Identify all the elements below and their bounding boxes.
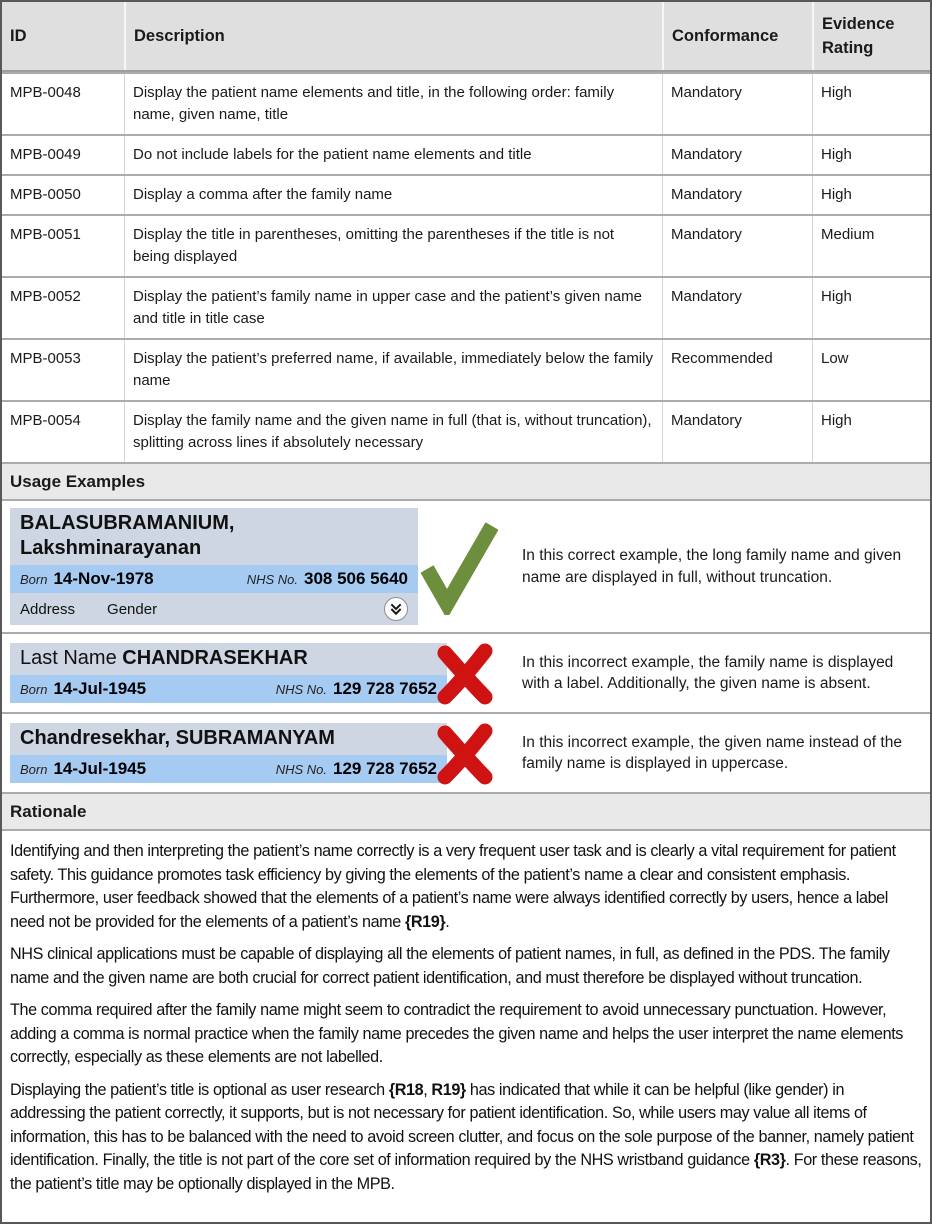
patient-name-area <box>10 723 447 755</box>
address-label: Address <box>20 600 76 618</box>
requirement-conformance: Recommended <box>662 340 812 400</box>
requirement-description: Do not include labels for the patient name elements and title <box>124 136 662 174</box>
table-row <box>2 338 930 400</box>
column-header-description: Description <box>124 2 662 70</box>
patient-family-name: BALASUBRAMANIUM, <box>20 512 235 534</box>
requirement-evidence: High <box>812 176 930 214</box>
requirement-id: MPB-0052 <box>10 288 81 305</box>
requirement-conformance: Mandatory <box>662 74 812 134</box>
born-value: 14-Jul-1945 <box>53 679 147 698</box>
patient-banner-example <box>10 643 447 703</box>
requirements-table <box>2 2 930 462</box>
section-header-rationale: Rationale <box>2 792 930 829</box>
patient-banner-example <box>10 508 418 625</box>
column-header-conformance: Conformance <box>662 2 812 70</box>
nhs-no-value: 129 728 7652 <box>333 759 437 778</box>
column-header-evidence-rating: Evidence Rating <box>812 2 930 70</box>
requirement-id: MPB-0049 <box>10 146 81 163</box>
patient-name-text: Chandresekhar, SUBRAMANYAM <box>20 727 335 749</box>
section-header-usage-examples: Usage Examples <box>2 462 930 499</box>
requirement-id: MPB-0050 <box>10 186 81 203</box>
requirement-description: Display the family name and the given name in full (that is, without truncation), splitting across lines if absolutely necessary <box>124 402 662 462</box>
requirement-conformance: Mandatory <box>662 136 812 174</box>
usage-example-incorrect-case <box>2 712 930 792</box>
requirement-evidence: High <box>812 278 930 338</box>
requirement-evidence: Low <box>812 340 930 400</box>
patient-banner-footer <box>10 593 418 625</box>
last-name-label: Last Name <box>20 647 123 669</box>
rationale-paragraph: Identifying and then interpreting the patient’s name correctly is a very frequent user task and is clearly a vital requirement for patient safety. This guidance promotes task efficiency by giving the elements of the patient’s name a clear and consistent emphasis. Furthermore, user feedback showed that the elements of a patient’s name were always identified correctly by users, hence a label need not be provided for the elements of a patient’s name {R19}. <box>10 842 896 931</box>
table-row <box>2 72 930 134</box>
rationale-paragraph: The comma required after the family name might seem to contradict the requirement to avoid unnecessary punctuation. However, adding a comma is normal practice when the family name precedes the given name and helps the user interpret the name elements correctly, especially as these elements are not labelled. <box>10 1001 903 1066</box>
gender-label: Gender <box>107 600 158 618</box>
example-caption: In this incorrect example, the given name instead of the family name is displayed in uppercase. <box>522 733 902 772</box>
expand-banner-button[interactable] <box>384 597 408 621</box>
requirement-evidence: High <box>812 402 930 462</box>
requirement-id: MPB-0051 <box>10 226 81 243</box>
rationale-paragraph: Displaying the patient’s title is optional as user research {R18, R19} has indicated that while it can be helpful (like gender) in addressing the patient correctly, it supports, but is not necessary for patient identification. So, while users may value all items of information, this has to be balanced with the need to avoid screen clutter, and focus on the sole purpose of the banner, namely patient identification. Finally, the title is not part of the core set of information required by the NHS wristband guidance {R3}. For these reasons, the patient’s title may be optionally displayed in the MPB. <box>10 1080 922 1193</box>
requirement-description: Display the patient name elements and title, in the following order: family name, given name, title <box>124 74 662 134</box>
nhs-no-label: NHS No. <box>275 762 327 777</box>
nhs-no-label: NHS No. <box>275 682 327 697</box>
correct-check-icon <box>420 519 498 615</box>
table-row <box>2 174 930 214</box>
table-row <box>2 276 930 338</box>
requirement-description: Display the patient’s preferred name, if available, immediately below the family name <box>124 340 662 400</box>
born-label: Born <box>20 762 48 777</box>
requirement-description: Display the patient’s family name in upper case and the patient’s given name and title in title case <box>124 278 662 338</box>
table-row <box>2 134 930 174</box>
requirement-evidence: Medium <box>812 216 930 276</box>
requirement-description: Display the title in parentheses, omitting the parentheses if the title is not being displayed <box>124 216 662 276</box>
requirement-evidence: High <box>812 136 930 174</box>
patient-banner-example <box>10 723 447 783</box>
patient-given-name: Lakshminarayanan <box>20 537 202 559</box>
rationale-paragraph: NHS clinical applications must be capable of displaying all the elements of patient names, in full, as defined in the PDS. The family name and the given name are both crucial for correct patient identification, and must therefore be displayed without truncation. <box>10 945 890 987</box>
requirement-id: MPB-0053 <box>10 350 81 367</box>
example-caption: In this incorrect example, the family name is displayed with a label. Additionally, the given name is absent. <box>522 653 894 692</box>
patient-details-row <box>10 755 447 783</box>
requirement-conformance: Mandatory <box>662 278 812 338</box>
born-value: 14-Nov-1978 <box>53 569 154 588</box>
nhs-no-value: 308 506 5640 <box>304 569 408 588</box>
nhs-no-value: 129 728 7652 <box>333 679 437 698</box>
requirement-id: MPB-0048 <box>10 84 81 101</box>
table-header-row <box>2 2 930 72</box>
requirement-description: Display a comma after the family name <box>124 176 662 214</box>
column-header-id: ID <box>10 27 27 45</box>
requirement-id: MPB-0054 <box>10 412 81 429</box>
born-label: Born <box>20 682 48 697</box>
rationale-body <box>2 829 930 1206</box>
born-label: Born <box>20 572 48 587</box>
incorrect-x-icon <box>435 721 495 785</box>
requirement-conformance: Mandatory <box>662 176 812 214</box>
patient-details-row <box>10 565 418 593</box>
nhs-no-label: NHS No. <box>246 572 298 587</box>
requirement-conformance: Mandatory <box>662 402 812 462</box>
example-caption: In this correct example, the long family name and given name are displayed in full, without truncation. <box>522 547 902 586</box>
patient-details-row <box>10 675 447 703</box>
incorrect-x-icon <box>435 641 495 705</box>
usage-example-incorrect-label <box>2 632 930 712</box>
patient-name-area <box>10 643 447 675</box>
patient-family-name: CHANDRASEKHAR <box>122 647 308 669</box>
requirement-evidence: High <box>812 74 930 134</box>
chevron-double-down-icon <box>388 601 404 617</box>
patient-name-area <box>10 508 418 565</box>
usage-example-correct <box>2 499 930 632</box>
table-row <box>2 214 930 276</box>
requirement-conformance: Mandatory <box>662 216 812 276</box>
table-row <box>2 400 930 462</box>
born-value: 14-Jul-1945 <box>53 759 147 778</box>
